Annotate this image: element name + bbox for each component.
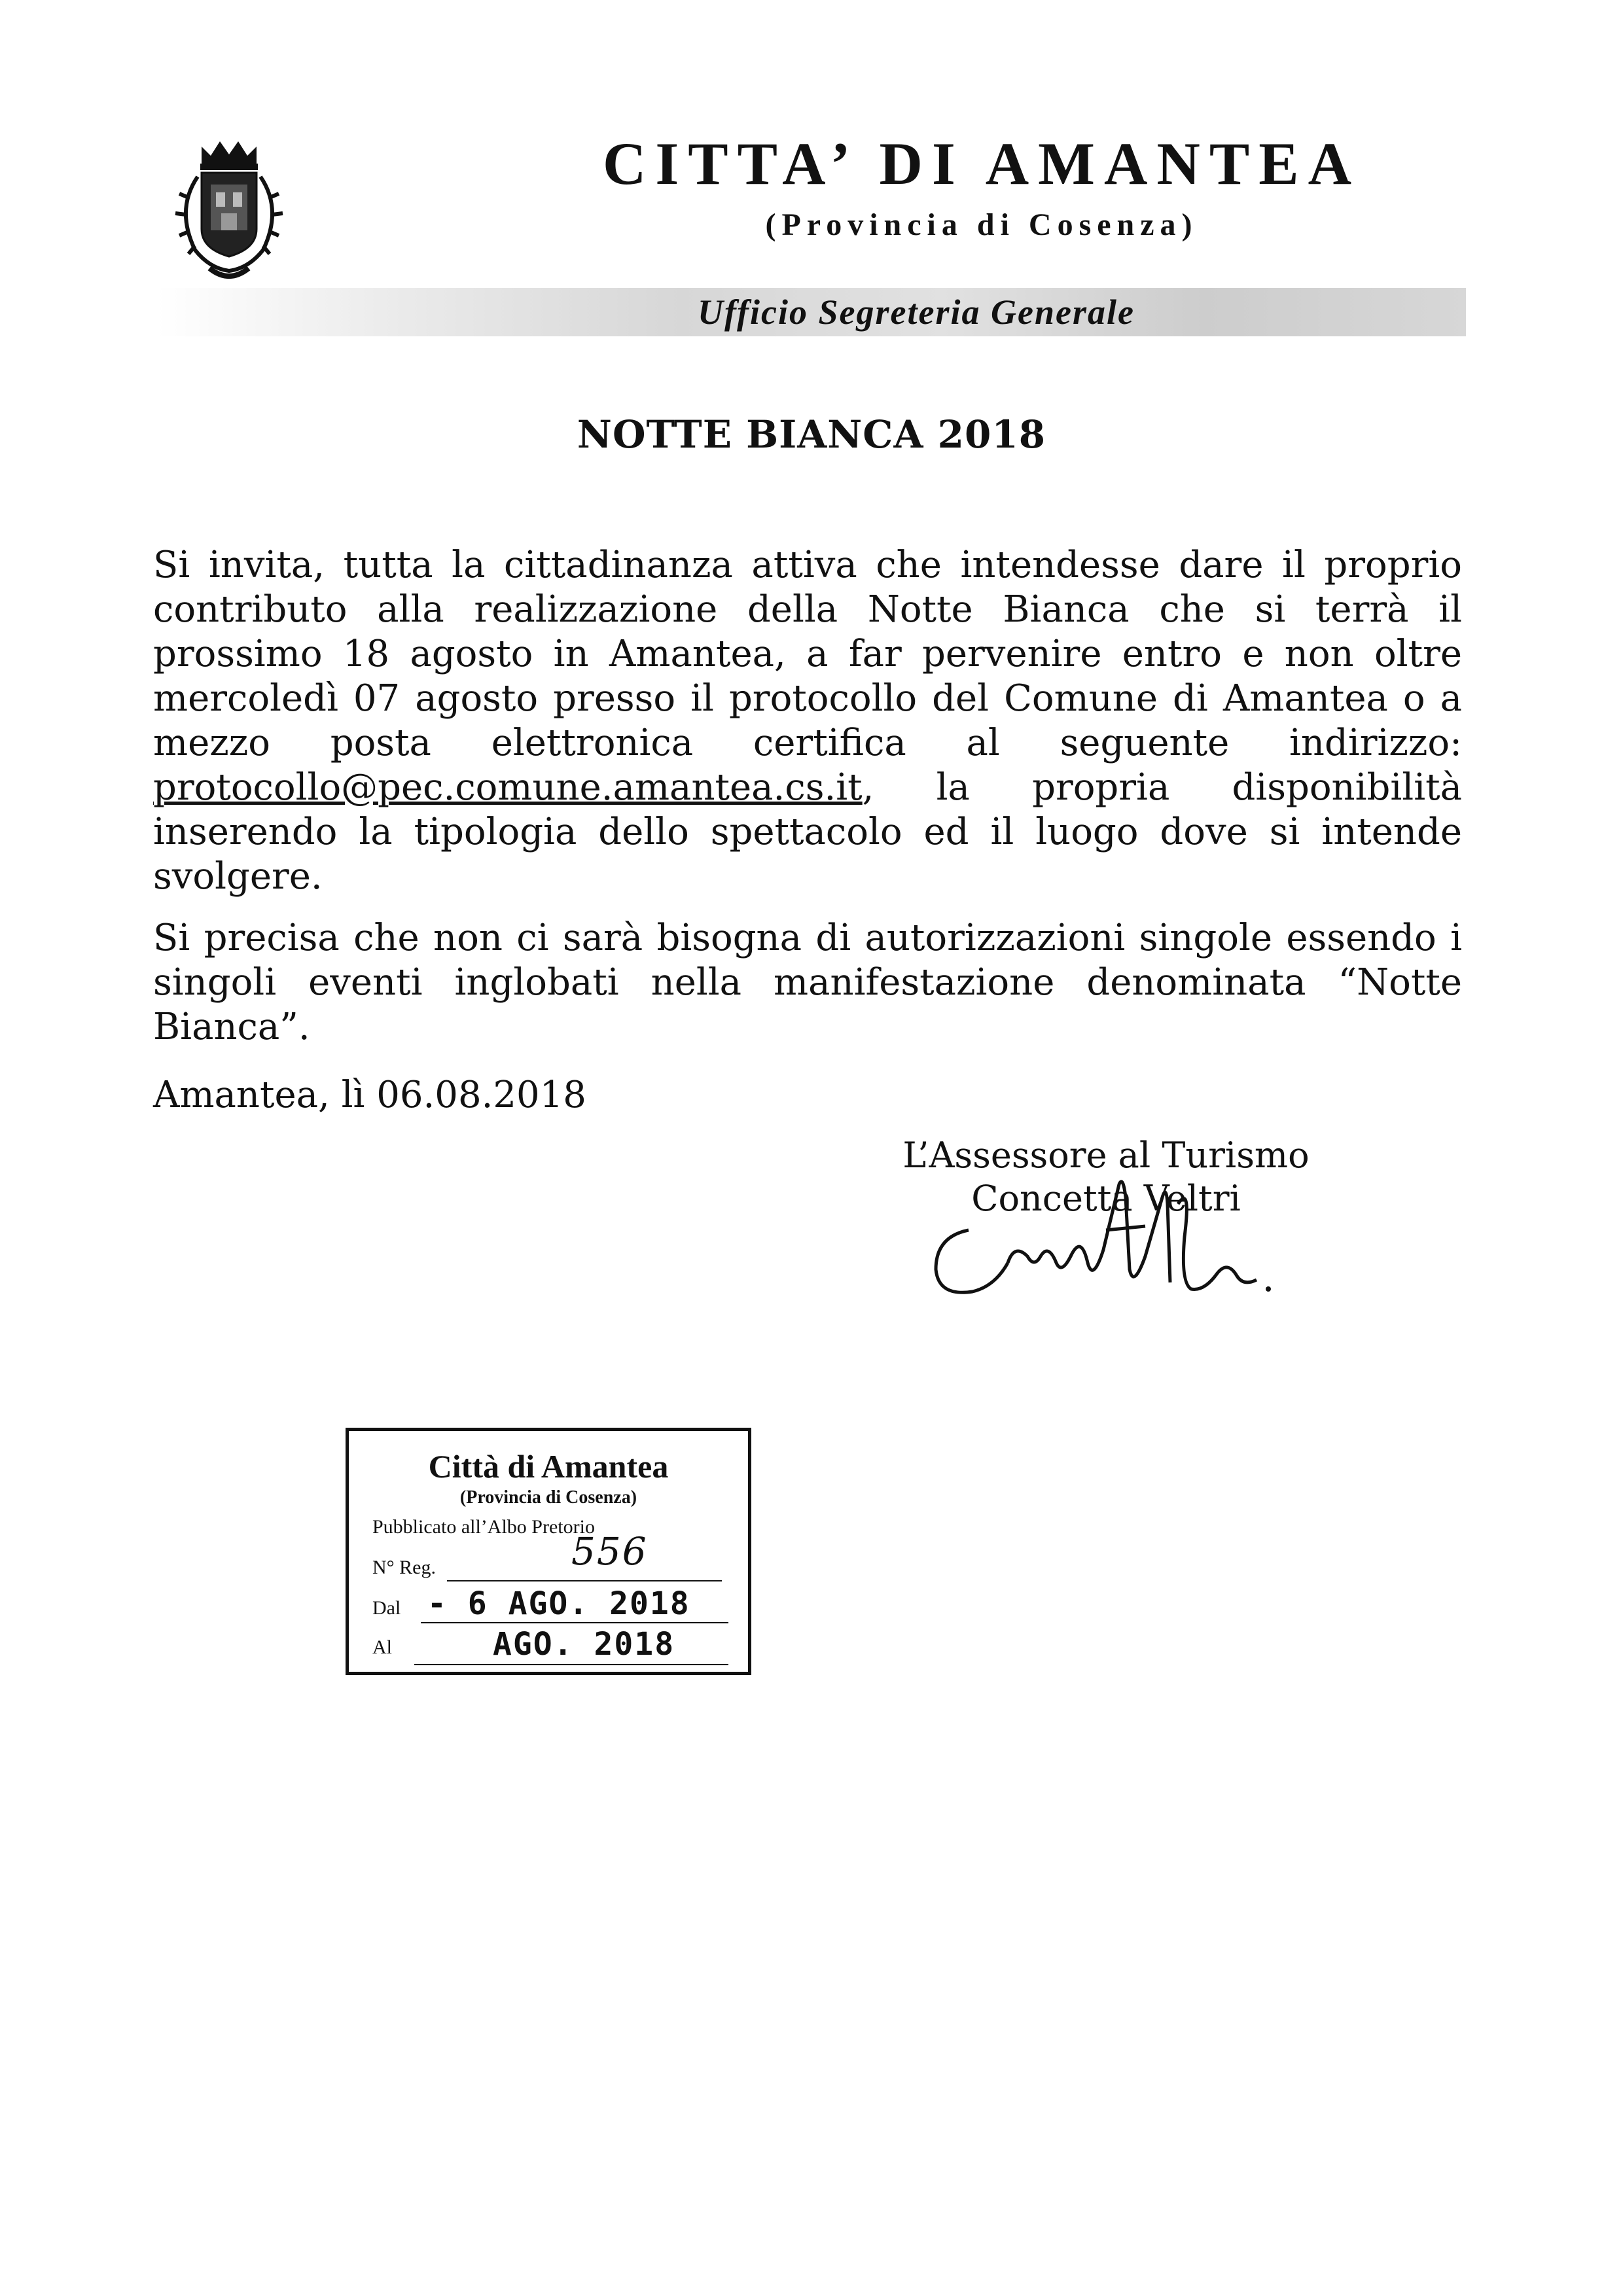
stamp-reg-rule [447, 1580, 722, 1581]
stamp-published-line: Pubblicato all’Albo Pretorio [372, 1516, 595, 1538]
city-crest-icon [164, 137, 294, 288]
signatory-role: L’Assessore al Turismo [902, 1135, 1310, 1176]
paragraph-invitation [153, 543, 1462, 899]
document-body [153, 543, 1462, 1067]
stamp-subtitle: (Provincia di Cosenza) [459, 1487, 637, 1508]
stamp-from-label: Dal [372, 1597, 401, 1619]
stamp-reg-label: N° Reg. [372, 1557, 436, 1578]
stamp-to-row [372, 1636, 412, 1659]
handwritten-signature-icon [910, 1158, 1276, 1315]
stamp-to-rule [414, 1664, 728, 1665]
stamp-from-date: - 6 AGO. 2018 [427, 1585, 690, 1622]
city-name-heading: CITTA’ DI AMANTEA [602, 130, 1361, 197]
paragraph-invitation-continuation: , la propria disponibilità inserendo la tipologia dello spettacolo ed il luogo dove si intende svolgere. [153, 766, 1462, 898]
province-subheading: (Provincia di Cosenza) [765, 207, 1198, 242]
paragraph-invitation-text: Si invita, tutta la cittadinanza attiva che intendesse dare il proprio contributo alla realizzazione della Notte Bianca che si terrà il prossimo 18 agosto in Amantea, a far pervenire entro e non oltre mercoledì 07 agosto presso il protocollo del Comune di Amantea o a mezzo posta elettronica certifica al seguente indirizzo: [153, 544, 1462, 764]
stamp-from-row [372, 1597, 412, 1619]
stamp-title: Città di Amantea [428, 1448, 669, 1485]
place-and-date: Amantea, lì 06.08.2018 [153, 1074, 586, 1116]
document-title: NOTTE BIANCA 2018 [577, 412, 1046, 457]
stamp-from-rule [421, 1622, 728, 1623]
publication-stamp [346, 1428, 751, 1675]
stamp-reg-row [372, 1557, 436, 1579]
stamp-to-label: Al [372, 1636, 392, 1658]
signatory-name: Concetta Veltri [971, 1178, 1241, 1219]
office-name: Ufficio Segreteria Generale [698, 292, 1135, 332]
pec-email-link[interactable]: protocollo@pec.comune.amantea.cs.it [153, 766, 863, 809]
paragraph-clarification: Si precisa che non ci sarà bisogna di autorizzazioni singole essendo i singoli eventi inglobati nella manifestazione denominata “Notte Bianca”. [153, 917, 1462, 1048]
stamp-reg-number: 556 [571, 1529, 648, 1574]
stamp-to-date: AGO. 2018 [493, 1626, 675, 1663]
